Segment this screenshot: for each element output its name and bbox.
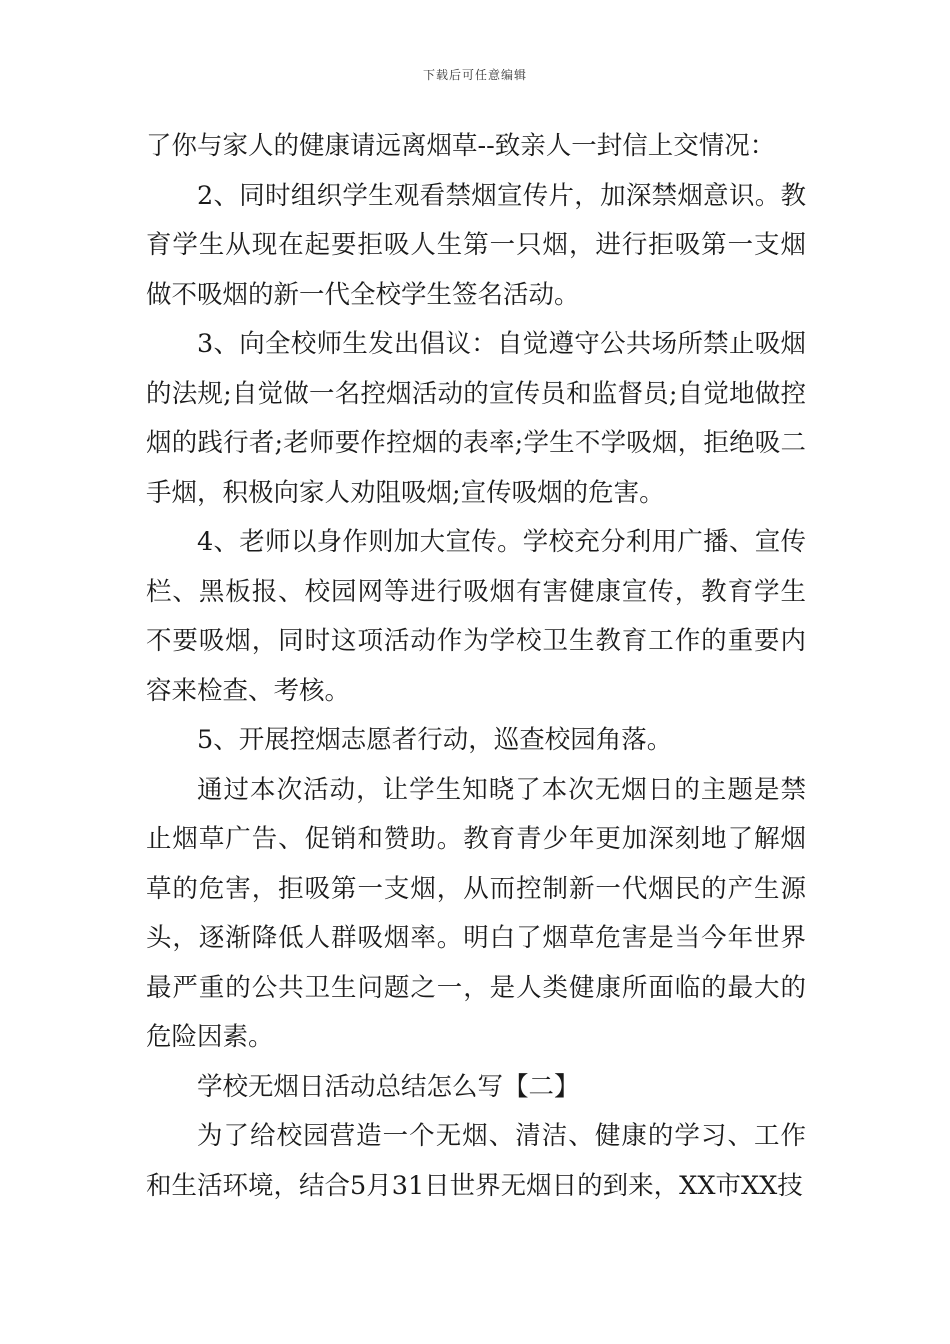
paragraph-summary: 通过本次活动，让学生知晓了本次无烟日的主题是禁止烟草广告、促销和赞助。教育青少年更加深刻地了解烟草的危害，拒吸第一支烟，从而控制新一代烟民的产生源头，逐渐降低人群吸烟率。明白了烟草危害是当今年世界最严重的公共卫生问题之一，是人类健康所面临的最大的危险因素。 [146,774,806,1052]
paragraph-intro: 为了给校园营造一个无烟、清洁、健康的学习、工作和生活环境，结合5月31日世界无烟日的到来，XX市XX技 [146,1121,806,1201]
paragraph-item-5: 5、开展控烟志愿者行动，巡查校园角落。 [197,725,673,755]
section-heading: 学校无烟日活动总结怎么写【二】 [197,1071,580,1102]
paragraph-item-2: 2、同时组织学生观看禁烟宣传片，加深禁烟意识。教育学生从现在起要拒吸人生第一只烟，进行拒吸第一支烟做不吸烟的新一代全校学生签名活动。 [146,180,806,310]
page-header-note: 下载后可任意编辑 [422,68,527,82]
paragraph-item-4: 4、老师以身作则加大宣传。学校充分利用广播、宣传栏、黑板报、校园网等进行吸烟有害健康宣传，教育学生不要吸烟，同时这项活动作为学校卫生教育工作的重要内容来检查、考核。 [146,527,806,706]
paragraph-item-3: 3、向全校师生发出倡议：自觉遵守公共场所禁止吸烟的法规;自觉做一名控烟活动的宣传员和监督员;自觉地做控烟的践行者;老师要作控烟的表率;学生不学吸烟，拒绝吸二手烟，积极向家人劝阻吸烟;宣传吸烟的危害。 [146,329,806,508]
paragraph-continuation: 了你与家人的健康请远离烟草--致亲人一封信上交情况： [146,131,776,161]
document-body [146,122,806,1211]
